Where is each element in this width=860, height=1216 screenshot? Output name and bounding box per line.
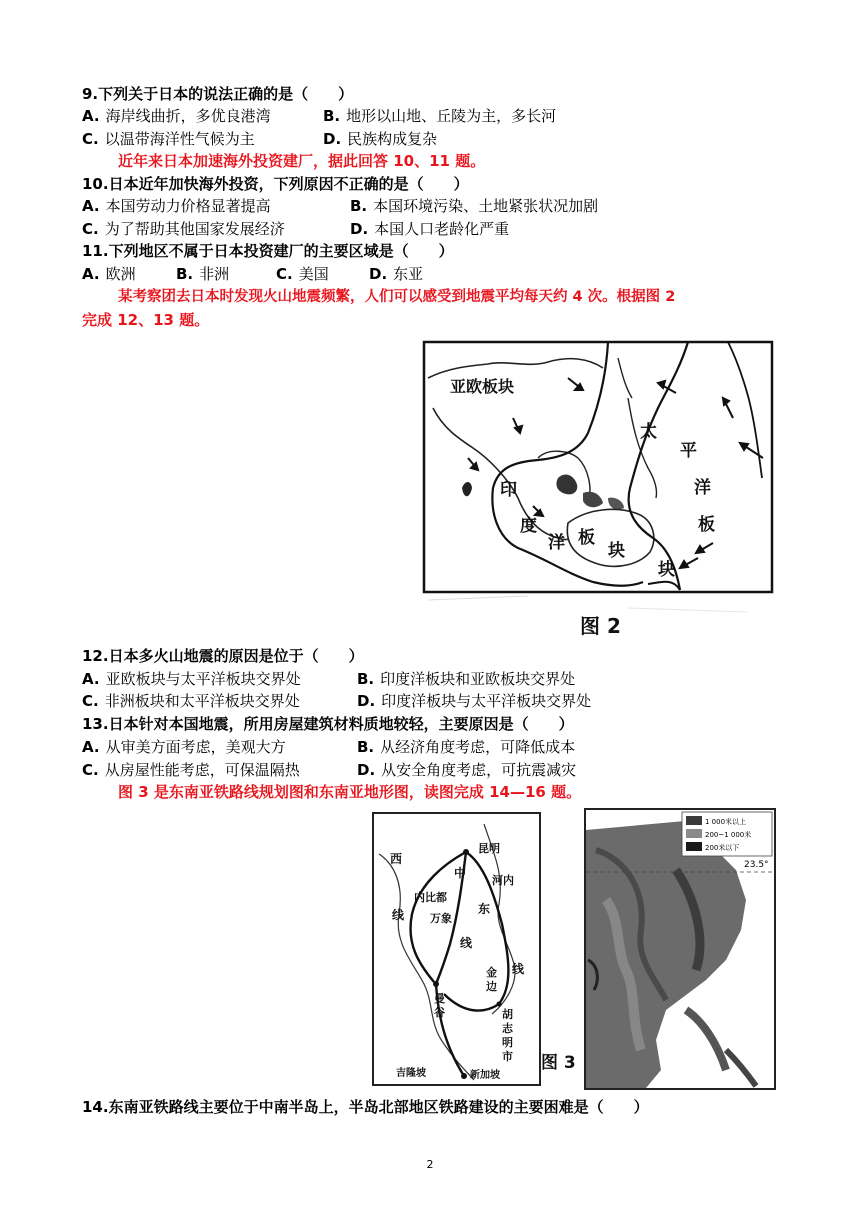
q9-option-b: B. 地形以山地、丘陵为主，多长河	[323, 107, 557, 125]
label-indian-plate-2: 度	[520, 516, 537, 536]
intro-14-16: 图 3 是东南亚铁路线规划图和东南亚地形图，读图完成 14—16 题。	[118, 783, 582, 801]
label-pacific-plate-1: 太	[640, 422, 657, 442]
q13-option-c: C. 从房屋性能考虑，可保温隔热	[82, 761, 300, 779]
legend-item-1: 1 000米以上	[705, 818, 747, 826]
q9-option-d: D. 民族构成复杂	[323, 130, 438, 148]
intro-12-13-line1: 某考察团去日本时发现火山地震频繁，人们可以感受到地震平均每天约 4 次。根据图 2	[118, 289, 676, 305]
label-bangkok-1: 曼	[434, 992, 445, 1005]
label-east-line-2: 线	[512, 962, 525, 976]
q12-option-d: D. 印度洋板块与太平洋板块交界处	[357, 692, 592, 710]
figure-2-plate-map	[418, 338, 776, 640]
label-vientiane: 万象	[430, 912, 452, 925]
label-singapore: 新加坡	[470, 1070, 500, 1081]
label-indian-plate-1: 印	[500, 480, 517, 500]
q9-option-c: C. 以温带海洋性气候为主	[82, 130, 255, 148]
label-middle-line-1: 中	[454, 866, 467, 880]
label-bangkok-2: 谷	[434, 1006, 445, 1019]
intro-12-13-line2: 完成 12、13 题。	[82, 311, 210, 329]
terrain-map-drawing	[586, 810, 774, 1088]
label-middle-line-2: 线	[460, 936, 473, 950]
label-hanoi: 河内	[492, 874, 514, 887]
label-pacific-plate-3: 洋	[694, 478, 711, 498]
label-indian-plate-4: 板	[578, 528, 595, 548]
intro-10-11: 近年来日本加速海外投资建厂，据此回答 10、11 题。	[118, 152, 486, 170]
label-indian-plate-3: 洋	[548, 533, 565, 553]
label-kuala-lumpur: 吉隆坡	[396, 1068, 426, 1079]
q12-stem: 12.日本多火山地震的原因是位于（ ）	[82, 647, 364, 665]
q11-option-c: C. 美国	[276, 265, 329, 283]
q13-option-d: D. 从安全角度考虑，可抗震减灾	[357, 761, 577, 779]
label-eurasian-plate: 亚欧板块	[450, 377, 515, 396]
legend-item-3: 200米以下	[705, 844, 740, 852]
label-pacific-plate-4: 板	[698, 515, 715, 535]
q9-option-a: A. 海岸线曲折，多优良港湾	[82, 107, 271, 125]
q13-stem: 13.日本针对本国地震，所用房屋建筑材料质地较轻，主要原因是（ ）	[82, 715, 574, 733]
q11-option-b: B. 非洲	[176, 265, 230, 283]
label-kunming: 昆明	[478, 842, 500, 855]
label-phnom-penh-1: 金	[486, 966, 497, 979]
label-west-line-1: 西	[390, 852, 403, 866]
q11-stem: 11.下列地区不属于日本投资建厂的主要区域是（ ）	[82, 242, 454, 260]
label-west-line-2: 线	[392, 908, 405, 922]
figure-3-caption: 图 3	[541, 1053, 576, 1073]
q10-option-c: C. 为了帮助其他国家发展经济	[82, 220, 285, 238]
q10-option-b: B. 本国环境污染、土地紧张状况加剧	[350, 197, 599, 215]
q12-option-b: B. 印度洋板块和亚欧板块交界处	[357, 670, 576, 688]
q10-stem: 10.日本近年加快海外投资，下列原因不正确的是（ ）	[82, 175, 469, 193]
legend-item-2: 200~1 000米	[705, 831, 752, 839]
q12-option-c: C. 非洲板块和太平洋板块交界处	[82, 692, 300, 710]
figure-3-terrain-map	[584, 808, 776, 1090]
figure-3-railway-map	[372, 812, 541, 1086]
q13-option-a: A. 从审美方面考虑，美观大方	[82, 738, 286, 756]
label-hcmc-4: 市	[502, 1050, 513, 1063]
q11-option-d: D. 东亚	[369, 265, 424, 283]
label-pacific-plate-2: 平	[680, 441, 697, 461]
label-phnom-penh-2: 边	[486, 980, 497, 993]
q13-option-b: B. 从经济角度考虑，可降低成本	[357, 738, 576, 756]
label-pacific-plate-5: 块	[658, 560, 675, 580]
q9-stem: 9.下列关于日本的说法正确的是（ ）	[82, 85, 354, 103]
q12-option-a: A. 亚欧板块与太平洋板块交界处	[82, 670, 301, 688]
figure-2-caption: 图 2	[580, 614, 621, 638]
q14-stem: 14.东南亚铁路线主要位于中南半岛上，半岛北部地区铁路建设的主要困难是（ ）	[82, 1098, 649, 1116]
label-hcmc-3: 明	[502, 1036, 513, 1049]
q10-option-a: A. 本国劳动力价格显著提高	[82, 197, 271, 215]
label-hcmc-1: 胡	[502, 1008, 513, 1021]
q10-option-d: D. 本国人口老龄化严重	[350, 220, 510, 238]
label-naypyidaw: 内比都	[414, 891, 447, 904]
label-indian-plate-5: 块	[608, 541, 625, 561]
page-number: 2	[426, 1158, 434, 1171]
label-hcmc-2: 志	[502, 1022, 513, 1035]
latitude-label: 23.5°	[744, 860, 769, 870]
label-east-line-1: 东	[478, 902, 491, 916]
q11-option-a: A. 欧洲	[82, 265, 136, 283]
